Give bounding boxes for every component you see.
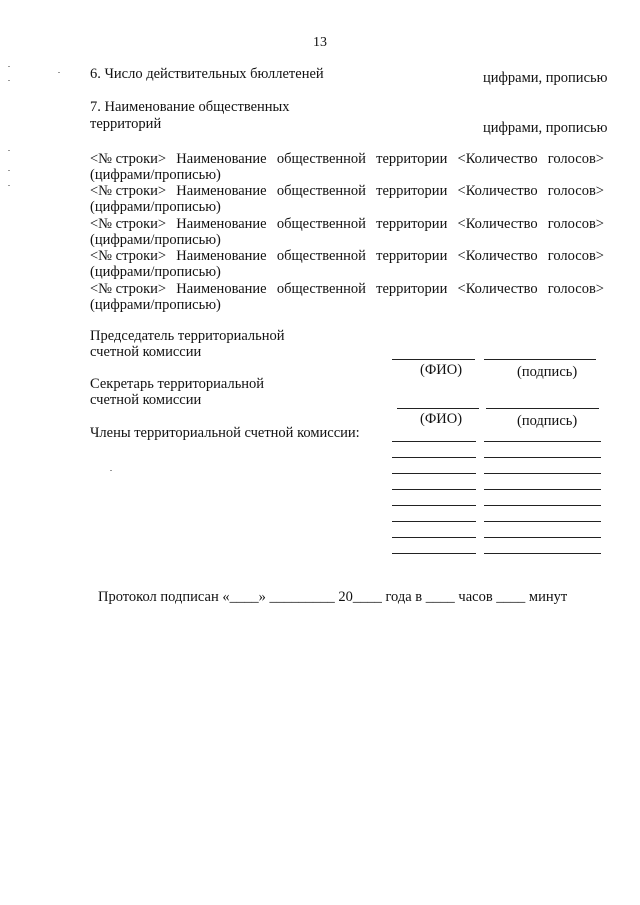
- member-fio-line: [392, 521, 476, 522]
- territory-row: [90, 216, 604, 233]
- member-signature-line: [484, 537, 601, 538]
- secretary-fio-caption: (ФИО): [420, 411, 463, 427]
- scan-speck: [8, 170, 10, 171]
- member-signature-line: [484, 457, 601, 458]
- territory-name-word: Наименование: [176, 248, 267, 264]
- vote-count-word: <Количество: [457, 216, 538, 232]
- scan-speck: [8, 66, 10, 67]
- member-signature-line: [484, 505, 601, 506]
- territory-name-word: общественной: [276, 281, 366, 297]
- territory-row: [90, 248, 604, 265]
- members-label: Члены территориальной счетной комиссии:: [90, 425, 360, 441]
- territory-name-word: территории: [376, 281, 448, 297]
- valid-ballots-note: цифрами, прописью: [483, 70, 608, 86]
- chairman-fio-caption: (ФИО): [420, 362, 463, 378]
- row-number-placeholder: <№ строки>: [90, 281, 167, 297]
- scan-speck: [8, 150, 10, 151]
- territory-name-word: территории: [376, 248, 448, 264]
- row-number-placeholder: <№ строки>: [90, 248, 167, 264]
- member-signature-line: [484, 473, 601, 474]
- vote-count-word: голосов>: [547, 281, 604, 297]
- territory-name-word: общественной: [276, 151, 366, 167]
- chairman-signature-caption: (подпись): [517, 364, 578, 380]
- chairman-label-line1: Председатель территориальной: [90, 328, 285, 344]
- territory-row: [90, 281, 604, 298]
- protocol-signed-line: Протокол подписан «____» _________ 20____ года в ____ часов ____ минут: [98, 589, 568, 605]
- territory-name-word: территории: [376, 216, 448, 232]
- member-fio-line: [392, 457, 476, 458]
- member-signature-line: [484, 441, 601, 442]
- member-fio-line: [392, 489, 476, 490]
- vote-count-word: <Количество: [457, 183, 538, 199]
- scan-speck: [8, 80, 10, 81]
- territory-name-word: Наименование: [176, 216, 267, 232]
- territory-name-word: территории: [376, 183, 448, 199]
- row-number-placeholder: <№ строки>: [90, 151, 167, 167]
- territory-row: [90, 183, 604, 200]
- territories-label-line2: территорий: [90, 116, 162, 132]
- member-fio-line: [392, 505, 476, 506]
- vote-count-word: <Количество: [457, 248, 538, 264]
- member-signature-line: [484, 553, 601, 554]
- territory-name-word: Наименование: [176, 281, 267, 297]
- territory-row-format: (цифрами/прописью): [90, 264, 221, 280]
- territory-row: [90, 151, 604, 168]
- scan-speck: [8, 185, 10, 186]
- secretary-label-line2: счетной комиссии: [90, 392, 202, 408]
- chairman-label-line2: счетной комиссии: [90, 344, 202, 360]
- member-signature-line: [484, 489, 601, 490]
- territory-name-word: общественной: [276, 248, 366, 264]
- secretary-fio-line: [397, 408, 479, 409]
- territory-name-word: общественной: [276, 216, 366, 232]
- secretary-label-line1: Секретарь территориальной: [90, 376, 265, 392]
- member-fio-line: [392, 441, 476, 442]
- chairman-signature-line: [484, 359, 596, 360]
- territory-name-word: Наименование: [176, 151, 267, 167]
- row-number-placeholder: <№ строки>: [90, 183, 167, 199]
- territories-label-line1: 7. Наименование общественных: [90, 99, 290, 115]
- territory-row-format: (цифрами/прописью): [90, 167, 221, 183]
- territory-row-format: (цифрами/прописью): [90, 232, 221, 248]
- page-number: 13: [313, 35, 327, 50]
- secretary-signature-caption: (подпись): [517, 413, 578, 429]
- scan-speck: [110, 470, 112, 471]
- member-fio-line: [392, 537, 476, 538]
- territories-note: цифрами, прописью: [483, 120, 608, 136]
- vote-count-word: голосов>: [547, 151, 604, 167]
- territory-name-word: Наименование: [176, 183, 267, 199]
- territory-row-format: (цифрами/прописью): [90, 297, 221, 313]
- member-signature-line: [484, 521, 601, 522]
- member-fio-line: [392, 553, 476, 554]
- chairman-fio-line: [392, 359, 475, 360]
- vote-count-word: голосов>: [547, 183, 604, 199]
- vote-count-word: <Количество: [457, 151, 538, 167]
- vote-count-word: <Количество: [457, 281, 538, 297]
- territory-name-word: общественной: [276, 183, 366, 199]
- valid-ballots-label: 6. Число действительных бюллетеней: [90, 66, 324, 82]
- territory-name-word: территории: [376, 151, 448, 167]
- secretary-signature-line: [486, 408, 599, 409]
- scan-speck: [58, 72, 60, 73]
- member-fio-line: [392, 473, 476, 474]
- vote-count-word: голосов>: [547, 248, 604, 264]
- row-number-placeholder: <№ строки>: [90, 216, 167, 232]
- territory-row-format: (цифрами/прописью): [90, 199, 221, 215]
- vote-count-word: голосов>: [547, 216, 604, 232]
